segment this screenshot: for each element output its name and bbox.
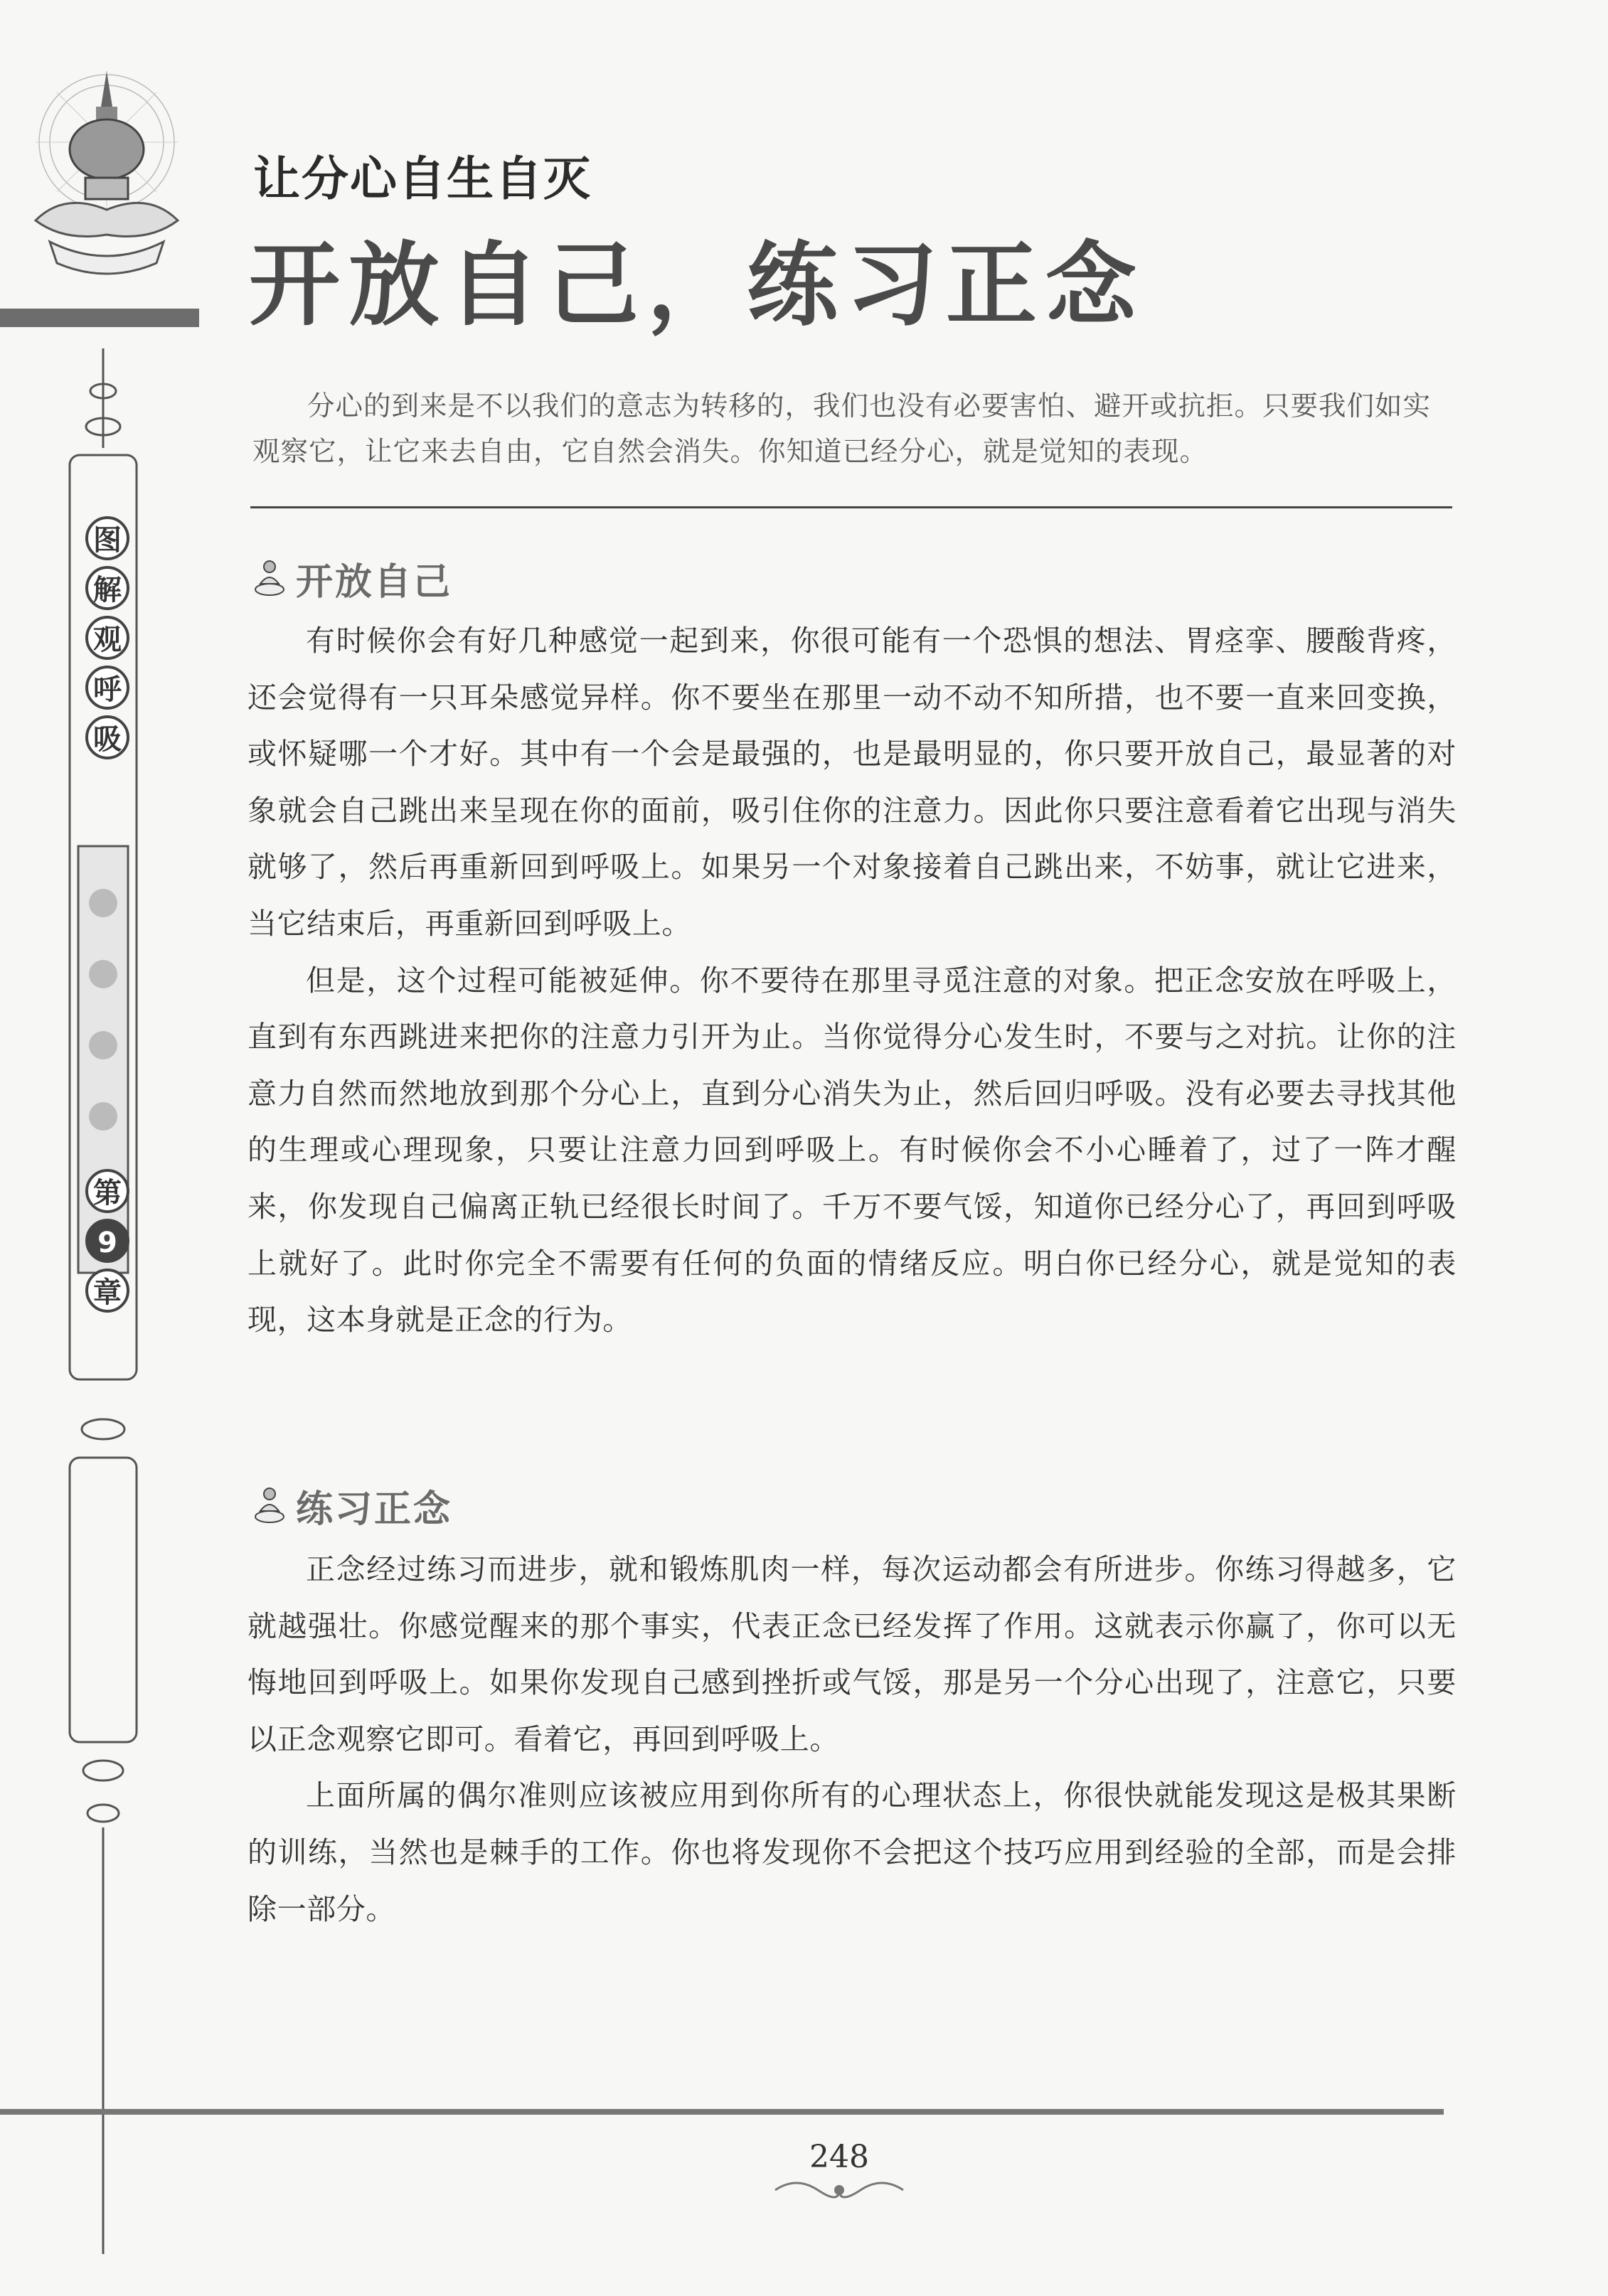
chapter-number: 9 (85, 1219, 129, 1263)
side-bar (0, 309, 199, 327)
page-title: 开放自己，练习正念 (249, 232, 1146, 338)
chapter-label: 第 (85, 1169, 129, 1213)
paragraph: 上面所属的偶尔准则应该被应用到你所有的心理状态上，你很快就能发现这是极其果断的训练，当然也是棘手的工作。你也将发现你不会把这个技巧应用到经验的全部，而是会排除一部分。 (247, 1778, 1457, 1926)
intro-paragraph: 分心的到来是不以我们的意志为转移的，我们也没有必要害怕、避开或抗拒。只要我们如实观察它，让它来去自由，它自然会消失。你知道已经分心，就是觉知的表现。 (252, 390, 1432, 468)
meditating-figure-icon (253, 560, 286, 598)
section-body (247, 613, 1457, 1349)
paragraph: 正念经过练习而进步，就和锻炼肌肉一样，每次运动都会有所进步。你练习得越多，它就越强壮。你感觉醒来的那个事实，代表正念已经发挥了作用。这就表示你赢了，你可以无悔地回到呼吸上。如果你发现自己感到挫折或气馁，那是另一个分心出现了，注意它，只要以正念观察它即可。看着它，再回到呼吸上。 (247, 1552, 1457, 1756)
paragraph: 但是，这个过程可能被延伸。你不要待在那里寻觅注意的对象。把正念安放在呼吸上，直到有东西跳进来把你的注意力引开为止。当你觉得分心发生时，不要与之对抗。让你的注意力自然而然地放到那个分心上，直到分心消失为止，然后回归呼吸。没有必要去寻找其他的生理或心理现象，只要让注意力回到呼吸上。有时候你会不小心睡着了，过了一阵才醒来，你发现自己偏离正轨已经很长时间了。千万不要气馁，知道你已经分心了，再回到呼吸上就好了。此时你完全不需要有任何的负面的情绪反应。明白你已经分心，就是觉知的表现，这本身就是正念的行为。 (247, 963, 1457, 1337)
section-title: 练习正念 (296, 1488, 453, 1531)
section-heading (253, 552, 452, 605)
side-tab-char: 呼 (85, 666, 129, 710)
footer-rule (0, 2109, 1444, 2115)
meditating-figure-icon (253, 1487, 286, 1525)
intro-summary (252, 384, 1454, 475)
section-title: 开放自己 (296, 560, 453, 604)
side-tab-char: 吸 (85, 715, 129, 759)
side-tab-char: 观 (85, 616, 129, 660)
side-tab-char: 图 (85, 516, 129, 560)
paragraph: 有时候你会有好几种感觉一起到来，你很可能有一个恐惧的想法、胃痉挛、腰酸背疼，还会觉得有一只耳朵感觉异样。你不要坐在那里一动不动不知所措，也不要一直来回变换，或怀疑哪一个才好。其中有一个会是最强的，也是最明显的，你只要开放自己，最显著的对象就会自己跳出来呈现在你的面前，吸引住你的注意力。因此你只要注意看着它出现与消失就够了，然后再重新回到呼吸上。如果另一个对象接着自己跳出来，不妨事，就让它进来，当它结束后，再重新回到呼吸上。 (247, 624, 1457, 941)
section-heading (253, 1479, 452, 1532)
divider (250, 506, 1452, 508)
page-number: 248 (809, 2139, 869, 2175)
stupa-ornament-icon (21, 57, 192, 292)
flourish-ornament-icon (768, 2176, 910, 2204)
chapter-label: 章 (85, 1269, 129, 1313)
page-subtitle: 让分心自生自灭 (253, 151, 592, 206)
section-body (247, 1542, 1457, 1938)
side-tab-char: 解 (85, 566, 129, 610)
